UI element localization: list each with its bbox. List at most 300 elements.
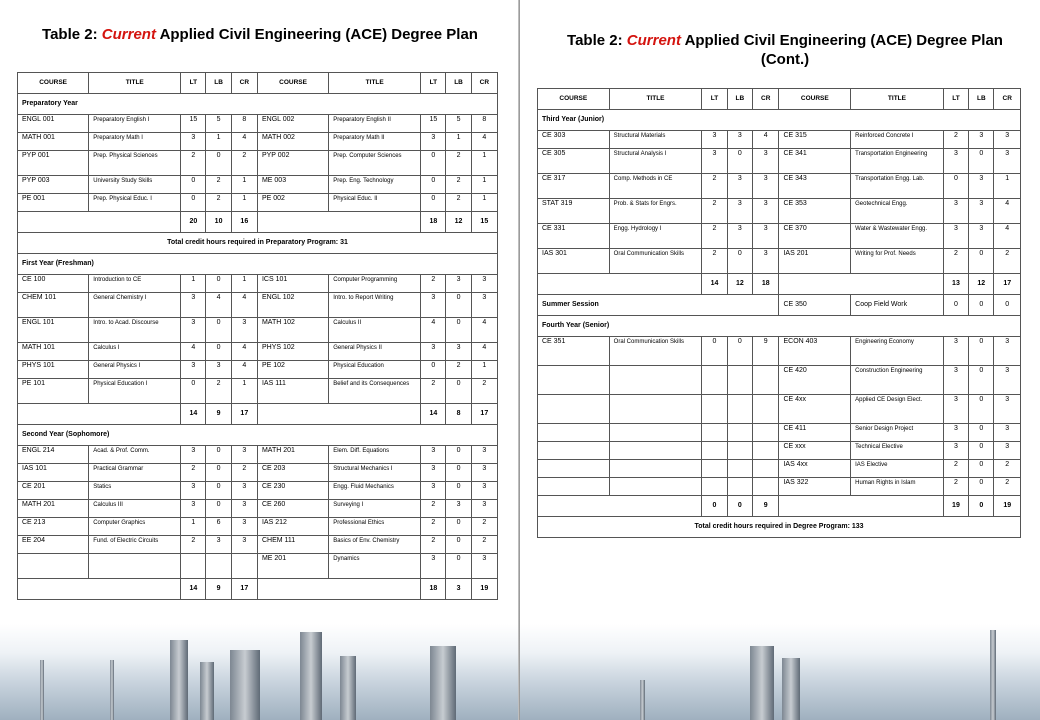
lecture-hours: 3 <box>702 131 727 149</box>
credit-hours: 1 <box>471 151 497 176</box>
table-row <box>538 149 1021 174</box>
lab-hours: 0 <box>969 424 994 442</box>
credit-hours: 3 <box>471 464 497 482</box>
course-title: Practical Grammar <box>89 464 181 482</box>
column-header: LB <box>727 89 752 110</box>
course-code <box>538 424 610 442</box>
course-code: CE 100 <box>18 275 89 293</box>
table-row <box>538 395 1021 424</box>
course-code <box>538 395 610 424</box>
lecture-hours: 2 <box>943 478 968 496</box>
course-title: Belief and its Consequences <box>329 379 421 404</box>
lab-hours: 4 <box>206 293 231 318</box>
lecture-hours: 1 <box>181 275 206 293</box>
credit-hours: 4 <box>753 131 779 149</box>
lab-hours: 0 <box>727 149 752 174</box>
total-cr: 17 <box>471 404 497 425</box>
column-header: COURSE <box>18 73 89 94</box>
course-code: MATH 002 <box>257 133 328 151</box>
course-code: STAT 319 <box>538 199 610 224</box>
credit-hours: 8 <box>231 115 257 133</box>
lecture-hours: 2 <box>421 500 446 518</box>
lab-hours: 0 <box>969 249 994 274</box>
semester-totals-row <box>18 579 498 600</box>
lab-hours: 0 <box>446 318 471 343</box>
course-code: CE 201 <box>18 482 89 500</box>
column-header: CR <box>753 89 779 110</box>
total-lb: 9 <box>206 579 231 600</box>
course-code: PE 001 <box>18 194 89 212</box>
lab-hours: 0 <box>206 464 231 482</box>
lab-hours: 0 <box>206 482 231 500</box>
lecture-hours: 3 <box>421 293 446 318</box>
course-code: ICS 101 <box>257 275 328 293</box>
table-row <box>18 151 498 176</box>
totals-spacer <box>18 212 181 233</box>
course-title: Water & Wastewater Engg. <box>851 224 944 249</box>
lab-hours: 0 <box>446 518 471 536</box>
lab-hours: 0 <box>969 295 994 316</box>
credit-hours: 2 <box>471 536 497 554</box>
course-title: IAS Elective <box>851 460 944 478</box>
course-title: Physical Education <box>329 361 421 379</box>
lab-hours <box>727 460 752 478</box>
credit-hours <box>231 554 257 579</box>
column-header: TITLE <box>609 89 702 110</box>
course-title: Oral Communication Skills <box>609 249 702 274</box>
credit-hours: 1 <box>471 176 497 194</box>
lab-hours: 3 <box>969 131 994 149</box>
course-title: Structural Mechanics I <box>329 464 421 482</box>
table-row <box>18 464 498 482</box>
credit-hours: 1 <box>231 275 257 293</box>
credit-hours: 2 <box>471 379 497 404</box>
course-code <box>18 554 89 579</box>
course-title <box>609 460 702 478</box>
credit-hours: 4 <box>994 224 1021 249</box>
lecture-hours: 0 <box>421 151 446 176</box>
lab-hours: 3 <box>969 224 994 249</box>
title-suffix: Applied Civil Engineering (ACE) Degree Plan <box>680 32 1003 49</box>
lecture-hours: 0 <box>421 176 446 194</box>
course-code: EE 204 <box>18 536 89 554</box>
lecture-hours: 2 <box>181 464 206 482</box>
lab-hours: 3 <box>446 500 471 518</box>
section-sophomore: Second Year (Sophomore) <box>18 425 498 446</box>
total-cr: 18 <box>753 274 779 295</box>
course-code: ME 201 <box>257 554 328 579</box>
credit-hours: 3 <box>231 318 257 343</box>
course-title <box>609 442 702 460</box>
course-title: Preparatory English II <box>329 115 421 133</box>
table-row <box>18 536 498 554</box>
lab-hours: 3 <box>727 174 752 199</box>
course-code: PYP 001 <box>18 151 89 176</box>
lecture-hours: 0 <box>702 337 727 366</box>
totals-spacer <box>18 579 181 600</box>
course-code: IAS 201 <box>779 249 851 274</box>
lab-hours: 0 <box>446 554 471 579</box>
table-row <box>538 249 1021 274</box>
lecture-hours: 3 <box>943 337 968 366</box>
course-title: Engineering Economy <box>851 337 944 366</box>
course-code <box>538 366 610 395</box>
course-title: Dynamics <box>329 554 421 579</box>
lecture-hours: 3 <box>421 446 446 464</box>
lab-hours: 0 <box>446 293 471 318</box>
total-lt: 18 <box>421 579 446 600</box>
table-header-row <box>18 73 498 94</box>
lecture-hours <box>702 442 727 460</box>
total-lb: 8 <box>446 404 471 425</box>
table-row <box>18 275 498 293</box>
lab-hours: 2 <box>446 361 471 379</box>
lecture-hours: 2 <box>421 379 446 404</box>
lab-hours: 2 <box>206 176 231 194</box>
course-code: CE 353 <box>779 199 851 224</box>
totals-spacer <box>257 579 420 600</box>
course-code: CE 370 <box>779 224 851 249</box>
section-row <box>18 254 498 275</box>
table-header-row <box>538 89 1021 110</box>
course-title: General Physics I <box>89 361 181 379</box>
credit-hours: 3 <box>994 149 1021 174</box>
lecture-hours: 0 <box>943 295 968 316</box>
lab-hours: 0 <box>446 379 471 404</box>
course-title: Technical Elective <box>851 442 944 460</box>
lab-hours: 5 <box>446 115 471 133</box>
lab-hours: 2 <box>206 194 231 212</box>
total-lt: 14 <box>181 404 206 425</box>
course-title: Transportation Engg. Lab. <box>851 174 944 199</box>
table-row <box>18 518 498 536</box>
course-title: General Chemistry I <box>89 293 181 318</box>
course-title <box>609 478 702 496</box>
lecture-hours <box>702 460 727 478</box>
course-title: Prep. Physical Sciences <box>89 151 181 176</box>
credit-hours: 3 <box>753 199 779 224</box>
lecture-hours: 3 <box>943 366 968 395</box>
right-page <box>520 0 1040 720</box>
lecture-hours <box>702 478 727 496</box>
credit-hours: 2 <box>994 478 1021 496</box>
lab-hours: 0 <box>446 482 471 500</box>
left-table-title <box>10 25 510 44</box>
course-title: Writing for Prof. Needs <box>851 249 944 274</box>
lab-hours: 0 <box>446 464 471 482</box>
total-lt: 0 <box>702 496 727 517</box>
lecture-hours: 3 <box>943 424 968 442</box>
lecture-hours: 3 <box>181 361 206 379</box>
lab-hours: 0 <box>969 460 994 478</box>
table-row <box>18 194 498 212</box>
title-current: Current <box>101 26 156 43</box>
lab-hours: 6 <box>206 518 231 536</box>
lab-hours: 3 <box>969 174 994 199</box>
credit-hours <box>753 424 779 442</box>
lecture-hours: 0 <box>421 194 446 212</box>
credit-hours: 4 <box>231 293 257 318</box>
section-junior: Third Year (Junior) <box>538 110 1021 131</box>
total-lt: 14 <box>421 404 446 425</box>
lab-hours: 1 <box>206 133 231 151</box>
column-header: LT <box>421 73 446 94</box>
table-row <box>538 337 1021 366</box>
credit-hours: 4 <box>231 361 257 379</box>
lab-hours: 0 <box>206 446 231 464</box>
total-lt: 13 <box>943 274 968 295</box>
credit-hours: 3 <box>753 174 779 199</box>
lecture-hours: 1 <box>181 518 206 536</box>
course-title: Statics <box>89 482 181 500</box>
table-row <box>18 361 498 379</box>
credit-hours <box>753 478 779 496</box>
course-title: University Study Skills <box>89 176 181 194</box>
lecture-hours: 3 <box>181 293 206 318</box>
section-freshman: First Year (Freshman) <box>18 254 498 275</box>
lecture-hours <box>702 424 727 442</box>
title-prefix: Table 2: <box>567 32 627 49</box>
course-code: CE 305 <box>538 149 610 174</box>
title-current: Current <box>626 32 681 49</box>
course-code: ENGL 001 <box>18 115 89 133</box>
credit-hours: 2 <box>994 460 1021 478</box>
semester-totals-row <box>18 212 498 233</box>
course-code: MATH 201 <box>18 500 89 518</box>
credit-hours: 4 <box>471 343 497 361</box>
credit-hours: 1 <box>994 174 1021 199</box>
course-title: Basics of Env. Chemistry <box>329 536 421 554</box>
lecture-hours: 3 <box>181 446 206 464</box>
credit-hours: 0 <box>994 295 1021 316</box>
lecture-hours: 2 <box>943 131 968 149</box>
course-title: Structural Analysis I <box>609 149 702 174</box>
credit-hours: 3 <box>471 554 497 579</box>
credit-hours: 3 <box>994 424 1021 442</box>
course-code: CE 343 <box>779 174 851 199</box>
lab-hours: 0 <box>727 249 752 274</box>
credit-hours: 9 <box>753 337 779 366</box>
course-title <box>609 395 702 424</box>
course-code: CE 203 <box>257 464 328 482</box>
column-header: TITLE <box>851 89 944 110</box>
course-code: CE 317 <box>538 174 610 199</box>
lecture-hours: 0 <box>943 174 968 199</box>
credit-hours: 8 <box>471 115 497 133</box>
lecture-hours: 3 <box>421 133 446 151</box>
course-code: MATH 101 <box>18 343 89 361</box>
course-title: Prob. & Stats for Engrs. <box>609 199 702 224</box>
credit-hours: 1 <box>471 361 497 379</box>
course-code: CE 230 <box>257 482 328 500</box>
lecture-hours: 2 <box>421 275 446 293</box>
totals-spacer <box>779 274 943 295</box>
column-header: LB <box>446 73 471 94</box>
table-row <box>18 115 498 133</box>
total-lt: 14 <box>702 274 727 295</box>
course-code: IAS 111 <box>257 379 328 404</box>
table-row <box>18 482 498 500</box>
total-lb: 12 <box>727 274 752 295</box>
column-header: TITLE <box>329 73 421 94</box>
totals-spacer <box>779 496 943 517</box>
total-lt: 14 <box>181 579 206 600</box>
course-code: CE 350 <box>779 295 851 316</box>
course-title: Transportation Engineering <box>851 149 944 174</box>
course-code: ENGL 101 <box>18 318 89 343</box>
column-header: COURSE <box>779 89 851 110</box>
course-code: ECON 403 <box>779 337 851 366</box>
course-title: Elem. Diff. Equations <box>329 446 421 464</box>
table-row <box>18 318 498 343</box>
course-code <box>538 478 610 496</box>
column-header: LB <box>969 89 994 110</box>
lab-hours <box>727 366 752 395</box>
course-code: IAS 301 <box>538 249 610 274</box>
section-row <box>538 316 1021 337</box>
lecture-hours: 3 <box>181 318 206 343</box>
totals-spacer <box>538 274 702 295</box>
lecture-hours: 2 <box>421 536 446 554</box>
lecture-hours: 3 <box>181 500 206 518</box>
course-code: PYP 002 <box>257 151 328 176</box>
left-degree-plan-table <box>17 72 498 600</box>
course-code: PHYS 101 <box>18 361 89 379</box>
lab-hours: 0 <box>446 446 471 464</box>
lecture-hours: 3 <box>943 199 968 224</box>
total-lb: 3 <box>446 579 471 600</box>
section-preparatory-year: Preparatory Year <box>18 94 498 115</box>
column-header: LT <box>181 73 206 94</box>
course-code: CE 351 <box>538 337 610 366</box>
credit-hours: 2 <box>231 464 257 482</box>
course-title: Oral Communication Skills <box>609 337 702 366</box>
lab-hours: 0 <box>206 318 231 343</box>
credit-hours: 3 <box>994 442 1021 460</box>
course-title: Calculus I <box>89 343 181 361</box>
credit-hours: 3 <box>753 249 779 274</box>
total-cr: 19 <box>471 579 497 600</box>
course-title: Comp. Methods in CE <box>609 174 702 199</box>
course-code: MATH 102 <box>257 318 328 343</box>
course-title: Physical Educ. II <box>329 194 421 212</box>
credit-hours: 3 <box>471 275 497 293</box>
credit-hours: 3 <box>471 500 497 518</box>
credit-hours: 4 <box>231 133 257 151</box>
column-header: CR <box>471 73 497 94</box>
total-lb: 10 <box>206 212 231 233</box>
table-row <box>538 174 1021 199</box>
course-title: Senior Design Project <box>851 424 944 442</box>
course-code: CE 315 <box>779 131 851 149</box>
table-row <box>538 366 1021 395</box>
prep-credit-note: Total credit hours required in Preparatory Program: 31 <box>18 233 498 254</box>
course-title: Structural Materials <box>609 131 702 149</box>
credit-hours: 3 <box>231 536 257 554</box>
lab-hours: 2 <box>446 194 471 212</box>
course-title: Prep. Physical Educ. I <box>89 194 181 212</box>
lab-hours <box>727 424 752 442</box>
lecture-hours: 3 <box>421 554 446 579</box>
credit-hours: 3 <box>994 366 1021 395</box>
lab-hours: 3 <box>206 536 231 554</box>
table-row <box>18 133 498 151</box>
title-suffix: Applied Civil Engineering (ACE) Degree Plan <box>155 26 478 43</box>
table-row <box>538 478 1021 496</box>
course-code: CE 341 <box>779 149 851 174</box>
credit-hours: 1 <box>231 194 257 212</box>
section-summer-session: Summer Session <box>538 295 779 316</box>
lecture-hours <box>181 554 206 579</box>
lecture-hours: 2 <box>702 224 727 249</box>
course-title: Computer Programming <box>329 275 421 293</box>
course-code: CE 303 <box>538 131 610 149</box>
credit-hours: 4 <box>231 343 257 361</box>
title-prefix: Table 2: <box>42 26 102 43</box>
lecture-hours: 3 <box>421 464 446 482</box>
lab-hours: 3 <box>727 131 752 149</box>
column-header: COURSE <box>257 73 328 94</box>
credit-hours <box>753 460 779 478</box>
total-lb: 0 <box>727 496 752 517</box>
totals-spacer <box>18 404 181 425</box>
lecture-hours: 3 <box>943 224 968 249</box>
bridge-skyline-image <box>520 624 1040 720</box>
column-header: LT <box>702 89 727 110</box>
lecture-hours: 0 <box>181 176 206 194</box>
credit-hours: 1 <box>471 194 497 212</box>
lab-hours: 0 <box>206 275 231 293</box>
lab-hours: 0 <box>969 366 994 395</box>
lab-hours: 5 <box>206 115 231 133</box>
course-title: Calculus III <box>89 500 181 518</box>
credit-hours <box>753 442 779 460</box>
total-cr: 16 <box>231 212 257 233</box>
credit-hours: 3 <box>994 337 1021 366</box>
lab-hours: 1 <box>446 133 471 151</box>
total-lb: 12 <box>446 212 471 233</box>
lecture-hours <box>702 366 727 395</box>
lecture-hours: 3 <box>702 149 727 174</box>
column-header: CR <box>231 73 257 94</box>
total-cr: 17 <box>231 579 257 600</box>
credit-hours: 1 <box>231 176 257 194</box>
lab-hours: 3 <box>969 199 994 224</box>
column-header: TITLE <box>89 73 181 94</box>
total-lt: 20 <box>181 212 206 233</box>
total-lb: 9 <box>206 404 231 425</box>
credit-hours: 3 <box>471 482 497 500</box>
course-code: CE 4xx <box>779 395 851 424</box>
credit-hours: 3 <box>471 293 497 318</box>
lecture-hours: 2 <box>943 249 968 274</box>
table-row <box>538 460 1021 478</box>
total-cr: 17 <box>231 404 257 425</box>
lab-hours: 3 <box>446 343 471 361</box>
table-row <box>18 379 498 404</box>
lecture-hours: 0 <box>181 379 206 404</box>
lecture-hours: 3 <box>421 482 446 500</box>
course-title: Intro. to Acad. Discourse <box>89 318 181 343</box>
credit-hours: 3 <box>231 500 257 518</box>
table-row <box>18 293 498 318</box>
course-code: CE xxx <box>779 442 851 460</box>
credit-hours: 2 <box>231 151 257 176</box>
lecture-hours: 3 <box>943 149 968 174</box>
course-code: ENGL 214 <box>18 446 89 464</box>
total-lb: 12 <box>969 274 994 295</box>
section-senior: Fourth Year (Senior) <box>538 316 1021 337</box>
